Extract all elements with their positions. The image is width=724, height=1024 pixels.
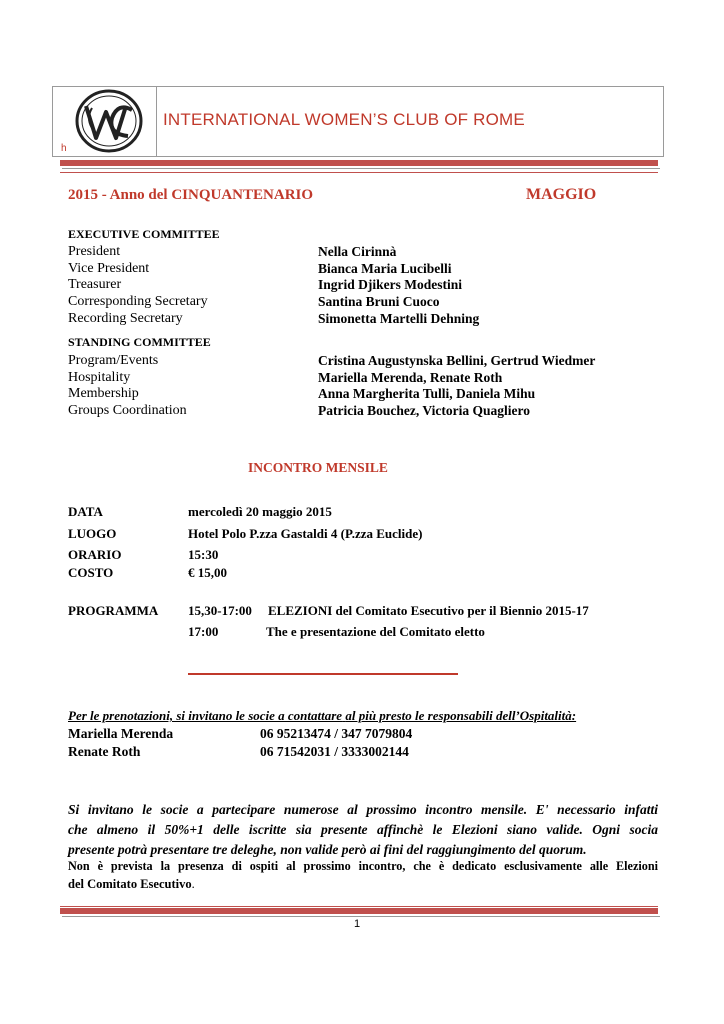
detail-label: LUOGO — [68, 526, 117, 541]
detail-value: € 15,00 — [188, 565, 227, 580]
standing-name: Cristina Augustynska Bellini, Gertrud Wiedmer — [318, 353, 596, 368]
executive-name: Nella Cirinnà — [318, 244, 397, 259]
notice-plain-line-2 — [68, 877, 195, 892]
executive-role: Vice President — [68, 261, 150, 276]
booking-text-part2: al più presto le responsabili dell’Ospitalità: — [345, 708, 577, 723]
detail-label: COSTO — [68, 565, 114, 580]
executive-role: President — [68, 244, 121, 259]
notice-plain-end: . — [191, 877, 195, 891]
booking-line — [68, 708, 576, 724]
executive-name: Santina Bruni Cuoco — [318, 294, 440, 309]
notice-plain-line: Non è prevista la presenza di ospiti al prossimo incontro, che è dedicato esclusivamente alle Elezioni — [68, 859, 658, 873]
notice-plain-bold: del Comitato Esecutivo — [68, 877, 192, 891]
standing-role: Program/Events — [68, 353, 159, 368]
executive-name: Ingrid Djikers Modestini — [318, 277, 463, 292]
meeting-heading: INCONTRO MENSILE — [248, 460, 388, 475]
footer-red-band — [60, 908, 658, 914]
detail-label: DATA — [68, 504, 103, 519]
executive-role: Recording Secretary — [68, 311, 183, 326]
notice-line: Si invitano le socie a partecipare numerose al prossimo incontro mensile. E' necessario infatti — [68, 802, 658, 817]
booking-text-part1: Per le prenotazioni, si invitano le socie a contattare — [68, 708, 343, 723]
programma-time: 17:00 — [188, 624, 219, 639]
detail-value: 15:30 — [188, 547, 219, 562]
footer-shadow-line — [62, 916, 660, 917]
notice-line: presente potrà presentare tre deleghe, non valide però ai fini del raggiungimento del quorum. — [68, 842, 587, 857]
contact-name: Mariella Merenda — [68, 726, 174, 741]
separator-line — [188, 673, 458, 675]
detail-value: Hotel Polo P.zza Gastaldi 4 (P.zza Euclide) — [188, 526, 423, 541]
club-logo — [68, 88, 150, 154]
executive-role: Treasurer — [68, 277, 122, 292]
standing-name: Patricia Bouchez, Victoria Quagliero — [318, 403, 530, 418]
standing-name: Mariella Merenda, Renate Roth — [318, 370, 503, 385]
standing-role: Hospitality — [68, 370, 131, 385]
club-title: INTERNATIONAL WOMEN’S CLUB OF ROME — [163, 110, 525, 129]
contact-phones: 06 95213474 / 347 7079804 — [260, 726, 413, 741]
header-divider — [156, 86, 157, 157]
programma-label: PROGRAMMA — [68, 603, 159, 618]
footer-red-line-top — [60, 906, 658, 907]
executive-heading: EXECUTIVE COMMITTEE — [68, 227, 220, 241]
executive-name: Bianca Maria Lucibelli — [318, 261, 452, 276]
executive-name: Simonetta Martelli Dehning — [318, 311, 480, 326]
header-red-band — [60, 160, 658, 166]
month-title: MAGGIO — [526, 186, 597, 203]
standing-role: Groups Coordination — [68, 403, 187, 418]
header-shadow-line — [62, 168, 660, 169]
programma-text: The e presentazione del Comitato eletto — [266, 624, 485, 639]
executive-role: Corresponding Secretary — [68, 294, 208, 309]
header-red-line — [60, 172, 658, 173]
standing-heading: STANDING COMMITTEE — [68, 335, 211, 349]
programma-text: ELEZIONI del Comitato Esecutivo per il Biennio 2015-17 — [268, 603, 589, 618]
standing-role: Membership — [68, 386, 139, 401]
notice-line: che almeno il 50%+1 delle iscritte sia presente affinchè le Elezioni siano valide. Ogni socia — [68, 822, 658, 837]
detail-value: mercoledì 20 maggio 2015 — [188, 504, 332, 519]
year-title: 2015 - Anno del CINQUANTENARIO — [68, 187, 314, 203]
contact-name: Renate Roth — [68, 744, 141, 759]
page-number: 1 — [354, 918, 361, 930]
detail-label: ORARIO — [68, 547, 122, 562]
standing-name: Anna Margherita Tulli, Daniela Mihu — [318, 386, 536, 401]
programma-time: 15,30-17:00 — [188, 603, 252, 618]
contact-phones: 06 71542031 / 3333002144 — [260, 744, 409, 759]
header-mark: h — [61, 143, 67, 154]
